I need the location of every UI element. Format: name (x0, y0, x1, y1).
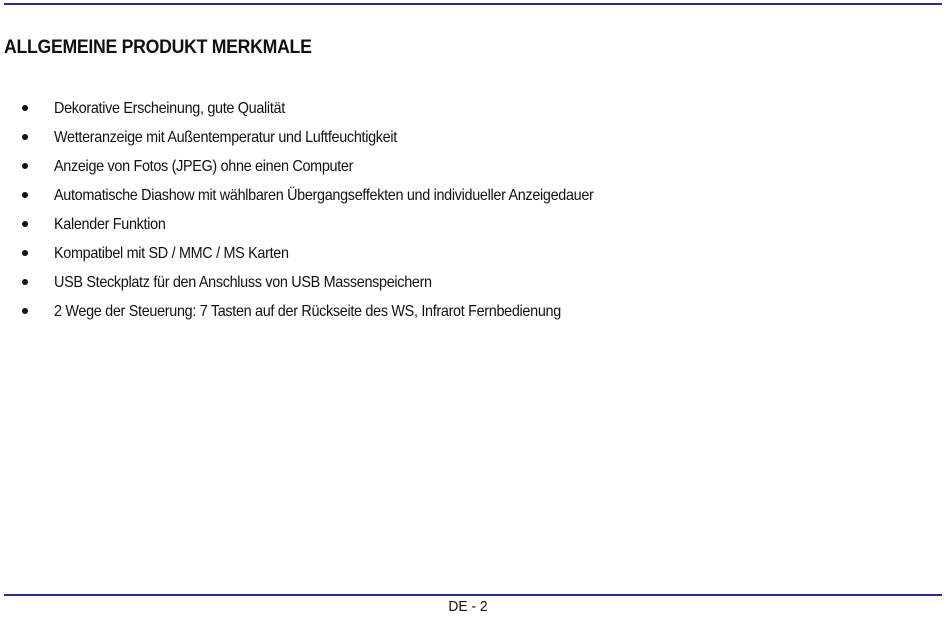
list-item-text: Automatische Diashow mit wählbaren Übergangseffekten und individueller Anzeigedauer (54, 187, 594, 204)
bullet-icon (22, 250, 28, 256)
list-item-text: Dekorative Erscheinung, gute Qualität (54, 100, 285, 117)
bullet-icon (22, 192, 28, 198)
footer-rule (4, 594, 942, 596)
bullet-icon (22, 163, 28, 169)
bullet-icon (22, 134, 28, 140)
bullet-icon (22, 279, 28, 285)
list-item-text: Kalender Funktion (54, 216, 166, 233)
list-item-text: Wetteranzeige mit Außentemperatur und Luftfeuchtigkeit (54, 129, 397, 146)
list-item-text: Anzeige von Fotos (JPEG) ohne einen Computer (54, 158, 354, 175)
page-number: DE - 2 (448, 598, 488, 615)
list-item-text: USB Steckplatz für den Anschluss von USB Massenspeichern (54, 274, 432, 291)
bullet-icon (22, 221, 28, 227)
bullet-icon (22, 105, 28, 111)
list-item-text: Kompatibel mit SD / MMC / MS Karten (54, 245, 289, 262)
list-item-text: 2 Wege der Steuerung: 7 Tasten auf der Rückseite des WS, Infrarot Fernbedienung (54, 303, 561, 320)
header-rule (4, 3, 942, 5)
section-heading: ALLGEMEINE PRODUKT MERKMALE (4, 37, 312, 58)
bullet-icon (22, 308, 28, 314)
